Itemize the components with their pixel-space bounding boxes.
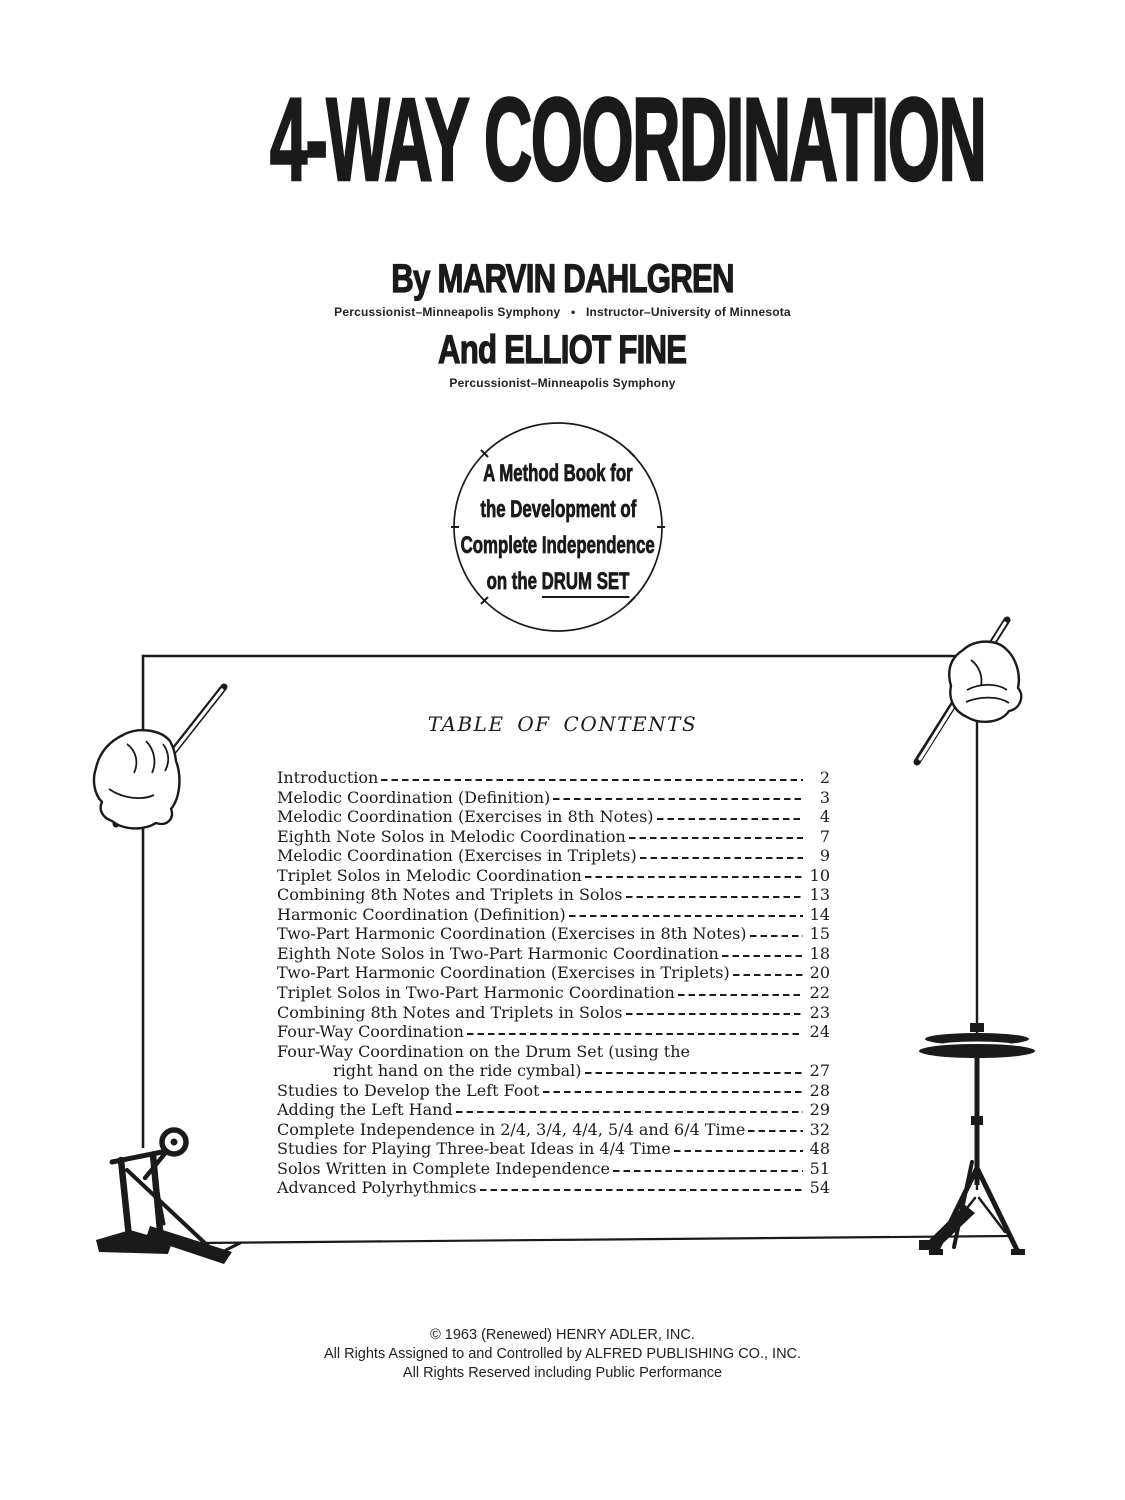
toc-entry — [277, 983, 830, 1003]
toc-entry — [277, 905, 830, 925]
hi-hat-stand-icon — [919, 1023, 1035, 1255]
toc-entry-page: 51 — [809, 1158, 830, 1178]
toc-entry — [277, 827, 830, 847]
toc-entry-page: 32 — [809, 1119, 830, 1139]
toc-leader-dashes — [733, 974, 803, 976]
toc-leader-dashes — [381, 779, 803, 781]
author-1-credit: Percussionist–Minneapolis Symphony • Instructor–University of Minnesota — [334, 305, 791, 319]
toc-entry-page: 54 — [809, 1178, 830, 1198]
toc-heading: TABLE OF CONTENTS — [427, 712, 698, 736]
toc-leader-dashes — [678, 994, 803, 996]
toc-entry-title: Triplet Solos in Melodic Coordination — [277, 865, 582, 885]
toc-leader-dashes — [585, 876, 803, 878]
toc-entry — [277, 1100, 830, 1120]
toc-entry — [277, 866, 830, 886]
toc-entry — [277, 846, 830, 866]
toc-entry-title: Combining 8th Notes and Triplets in Solos — [277, 1002, 623, 1022]
toc-list — [277, 768, 830, 1198]
author-1: By MARVIN DAHLGREN — [391, 257, 734, 301]
toc-entry-page: 27 — [809, 1061, 830, 1081]
toc-entry — [277, 1042, 830, 1062]
toc-entry-page: 48 — [809, 1139, 830, 1159]
toc-entry-page: 24 — [809, 1022, 830, 1042]
toc-entry — [277, 1061, 830, 1081]
toc-leader-dashes — [543, 1091, 803, 1093]
toc-entry-page: 2 — [819, 768, 830, 787]
toc-entry — [277, 1003, 830, 1023]
toc-entry — [277, 944, 830, 964]
toc-entry-title: Solos Written in Complete Independence — [277, 1158, 611, 1178]
toc-entry-title: Eighth Note Solos in Two-Part Harmonic Coordination — [277, 943, 719, 963]
toc-leader-dashes — [626, 896, 803, 898]
toc-leader-dashes — [674, 1150, 803, 1152]
toc-entry — [277, 963, 830, 983]
toc-entry-title: Melodic Coordination (Exercises in Triplets) — [277, 846, 637, 866]
copyright-line-3: All Rights Reserved including Public Performance — [402, 1365, 723, 1381]
toc-entry — [277, 924, 830, 944]
badge-line-1: A Method Book for — [483, 460, 633, 487]
toc-leader-dashes — [467, 1033, 803, 1035]
author-2: And ELLIOT FINE — [438, 328, 687, 372]
toc-entry-page: 20 — [809, 963, 830, 983]
page-title — [0, 72, 1125, 208]
badge-line-3: Complete Independence — [460, 532, 656, 559]
toc-entry — [277, 1159, 830, 1179]
author-2-credit: Percussionist–Minneapolis Symphony — [449, 376, 676, 390]
toc-leader-dashes — [553, 798, 803, 800]
toc-entry-page: 4 — [819, 807, 830, 827]
toc-entry — [277, 1139, 830, 1159]
book-title: 4-WAY COORDINATION — [269, 74, 986, 206]
toc-entry-title: Triplet Solos in Two-Part Harmonic Coordination — [277, 983, 675, 1003]
toc-entry-page: 10 — [809, 865, 830, 885]
toc-entry-page: 18 — [809, 943, 830, 963]
left-hand-with-drumstick-icon — [94, 687, 224, 828]
toc-entry-page: 9 — [819, 846, 830, 866]
toc-entry-title: Melodic Coordination (Definition) — [277, 787, 551, 807]
toc-entry-page: 22 — [809, 983, 830, 1003]
toc-leader-dashes — [657, 818, 803, 820]
toc-leader-dashes — [748, 1130, 803, 1132]
authors-block — [0, 256, 1125, 398]
bass-drum-pedal-icon — [96, 1130, 240, 1264]
toc-entry-title: Combining 8th Notes and Triplets in Solos — [277, 885, 623, 905]
toc-entry-title: Two-Part Harmonic Coordination (Exercises in Triplets) — [277, 963, 730, 983]
badge-line-2: the Development of — [480, 496, 636, 523]
copyright-block — [0, 1326, 1125, 1383]
badge-line-4 — [487, 564, 630, 600]
toc-entry-page: 14 — [809, 904, 830, 924]
toc-leader-dashes — [750, 935, 803, 937]
badge-drum-set-underlined: DRUM SET — [542, 568, 630, 598]
toc-entry-title: Harmonic Coordination (Definition) — [277, 904, 566, 924]
toc-entry — [277, 1120, 830, 1140]
toc-entry-title: Introduction — [277, 768, 379, 787]
toc-leader-dashes — [569, 915, 803, 917]
right-hand-with-drumstick-icon — [917, 620, 1021, 762]
toc-entry-page: 7 — [819, 826, 830, 846]
toc-leader-dashes — [456, 1111, 803, 1113]
toc-entry-title: right hand on the ride cymbal) — [333, 1061, 582, 1081]
drum-head-badge — [451, 420, 665, 634]
toc-entry — [277, 807, 830, 827]
toc-entry — [277, 885, 830, 905]
toc-entry-title: Two-Part Harmonic Coordination (Exercises in 8th Notes) — [277, 924, 747, 944]
toc-entry-title: Melodic Coordination (Exercises in 8th Notes) — [277, 807, 654, 827]
toc-entry-title: Four-Way Coordination on the Drum Set (using the — [277, 1041, 690, 1061]
toc-entry — [277, 1178, 830, 1198]
toc-entry-page: 13 — [809, 885, 830, 905]
copyright-line-1: © 1963 (Renewed) HENRY ADLER, INC. — [430, 1327, 695, 1343]
toc-entry — [277, 768, 830, 788]
toc-leader-dashes — [629, 837, 803, 839]
toc-entry-page: 23 — [809, 1002, 830, 1022]
toc-leader-dashes — [626, 1013, 803, 1015]
toc-leader-dashes — [640, 857, 803, 859]
toc-leader-dashes — [585, 1072, 804, 1074]
toc-entry — [277, 1022, 830, 1042]
toc-entry-title: Adding the Left Hand — [277, 1100, 453, 1120]
toc-entry-title: Studies to Develop the Left Foot — [277, 1080, 540, 1100]
badge-line-4-prefix: on the — [486, 568, 542, 595]
toc-entry-title: Advanced Polyrhythmics — [277, 1178, 477, 1198]
toc-entry-title: Eighth Note Solos in Melodic Coordination — [277, 826, 626, 846]
toc-entry-title: Four-Way Coordination — [277, 1022, 464, 1042]
toc-entry — [277, 1081, 830, 1101]
toc-entry-page: 28 — [809, 1080, 830, 1100]
copyright-line-2: All Rights Assigned to and Controlled by ALFRED PUBLISHING CO., INC. — [323, 1346, 802, 1362]
toc-entry-page: 15 — [809, 924, 830, 944]
toc-leader-dashes — [722, 955, 803, 957]
badge-text — [451, 420, 665, 634]
toc-entry-page: 3 — [819, 787, 830, 807]
toc-entry-title: Studies for Playing Three-beat Ideas in 4/4 Time — [277, 1139, 671, 1159]
toc-entry-title: Complete Independence in 2/4, 3/4, 4/4, 5/4 and 6/4 Time — [277, 1119, 746, 1139]
toc-entry — [277, 788, 830, 808]
toc-leader-dashes — [480, 1189, 803, 1191]
toc-leader-dashes — [613, 1170, 803, 1172]
toc-entry-page: 29 — [809, 1100, 830, 1120]
